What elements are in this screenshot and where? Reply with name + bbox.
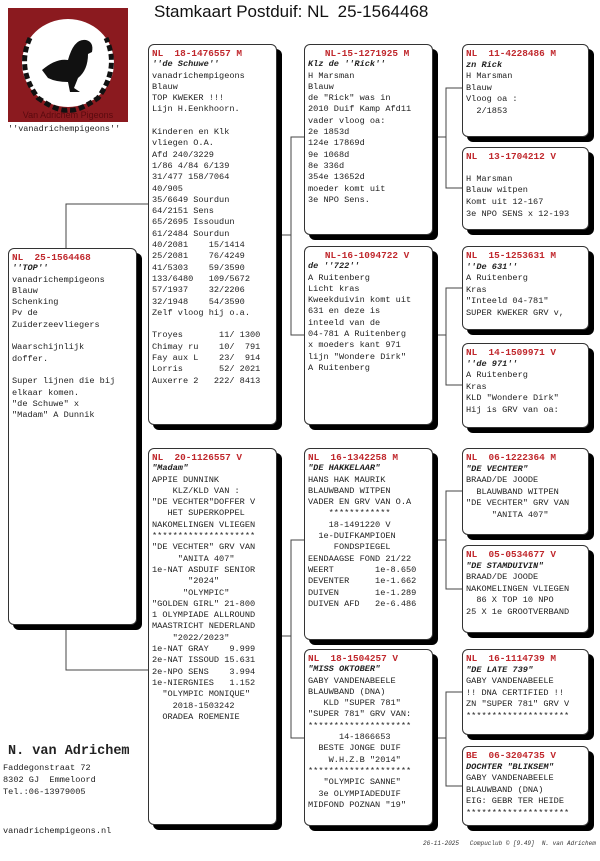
info-line: de "Rick" was in [308,93,391,104]
info-line: 57/1937 32/2206 [152,285,245,296]
ring-number: NL 14-1509971 V [466,347,557,358]
pigeon-name: DOCHTER "BLIKSEM" [466,761,554,772]
pigeon-name [466,163,585,174]
info-line: ************ [308,508,391,519]
info-line: Komt uit 12-167 [466,197,544,208]
info-line: H Marsman [466,71,513,82]
info-line: 354e 13652d [308,172,365,183]
info-line: x moeders kant 971 [308,340,401,351]
ring-number: NL 13-1704212 V [466,151,557,162]
info-line: 2e-NPO SENS 3.994 [152,666,256,677]
pigeon-card-father[interactable] [148,44,277,425]
ring-number: BE 06-3204735 V [466,750,557,761]
info-line: DUIVEN AFD 2e-6.486 [308,598,417,609]
info-line: 04-781 A Ruitenberg [308,329,406,340]
info-line: BESTE JONGE DUIF [308,743,401,754]
info-line: ******************** [152,531,256,542]
info-line: Waarschijnlijk [12,342,85,353]
pigeon-card-subject[interactable] [8,248,137,625]
info-line: KLD "SUPER 781" [308,698,401,709]
info-line: 1 OLYMPIADE ALLROUND [152,610,256,621]
pigeon-card-mfm[interactable] [462,545,589,633]
page-title: Stamkaart Postduif: NL 25-1564468 [154,2,429,21]
pigeon-name: ''De 631'' [466,261,518,272]
info-line: "DE VECHTER"DOFFER V [152,497,256,508]
info-line: HET SUPERKOPPEL [152,508,245,519]
pigeon-card-fmm[interactable] [462,343,589,428]
pigeon-name: zn Rick [466,59,503,70]
info-line: Schenking [12,297,59,308]
info-line: 40/905 [152,183,183,194]
info-line: GABY VANDENABEELE [466,773,554,784]
info-line [152,116,273,127]
info-line: "Madam" A Dunnik [12,410,95,421]
info-line: "ANITA 407" [466,509,549,520]
info-line [152,319,273,330]
ring-number: NL 20-1126557 V [152,452,243,463]
info-line: A Ruitenberg [466,273,528,284]
info-line: "GOLDEN GIRL" 21-800 [152,598,256,609]
info-line: KLZ/KLD VAN : [152,485,240,496]
info-line: W.H.Z.B "2014" [308,754,401,765]
info-line: APPIE DUNNINK [152,474,220,485]
info-line: 14-1866653 [308,732,391,743]
ring-number: NL 11-4228486 M [466,48,557,59]
info-line: lijn "Wondere Dirk" [308,351,406,362]
pigeon-card-mother[interactable] [148,448,277,825]
info-line: ******************** [466,807,570,818]
info-line: 2e-NAT ISSOUD 15.631 [152,655,256,666]
info-line: EENDAAGSE FOND 21/22 [308,553,412,564]
info-line: "OLYMPIC SANNE" [308,777,401,788]
ring-number: NL-16-1094722 V [308,250,410,261]
pigeon-card-ffm[interactable] [462,147,589,230]
info-line: Hij is GRV van oa: [466,404,559,415]
info-line: SUPER KWEKER GRV v, [466,307,564,318]
pigeon-card-ff[interactable] [304,44,433,235]
info-line: Zuiderzeevliegers [12,319,100,330]
footer-credits: 26-11-2025 Compuclub © [9.49] N. van Adrichem [423,840,596,847]
info-line: 31/477 158/7064 [152,172,230,183]
info-line: MIDFOND POZNAN "19" [308,799,406,810]
info-line: 2/1853 [466,105,508,116]
info-line: 631 en deze is [308,306,381,317]
info-line: BLAUWBAND WITPEN [466,486,559,497]
pigeon-name: "DE VECHTER" [466,463,528,474]
pigeon-name: "DE HAKKELAAR" [308,463,381,474]
info-line: "SUPER 781" GRV VAN: [308,709,412,720]
pigeon-card-mm[interactable] [304,649,433,826]
info-line: 65/2695 Issoudun [152,217,235,228]
info-line: Afd 240/3229 [152,149,214,160]
info-line: TOP KWEKER !!! [152,93,225,104]
info-line: "OLYMPIC" [152,587,230,598]
info-line: Kras [466,284,487,295]
info-line [12,331,133,342]
info-line: "Inteeld 04-781" [466,296,549,307]
pigeon-card-fmf[interactable] [462,246,589,330]
info-line: moeder komt uit [308,183,386,194]
owner-city: 8302 GJ Emmeloord [3,775,96,785]
info-line: 3e NPO SENS x 12-193 [466,208,570,219]
info-line: Kinderen en Klk [152,127,230,138]
ring-number: NL 18-1476557 M [152,48,243,59]
info-line: Auxerre 2 222/ 8413 [152,375,261,386]
info-line: A Ruitenberg [308,362,370,373]
info-line: ZN "SUPER 781" GRV V [466,699,570,710]
info-line: Licht kras [308,283,360,294]
info-line: Chimay ru 10/ 791 [152,341,261,352]
info-line: ******************** [466,710,570,721]
pigeon-card-mf[interactable] [304,448,433,640]
pigeon-name: ''TOP'' [12,263,49,274]
info-line: Blauw [12,285,38,296]
info-line: 9e 1068d [308,149,350,160]
info-line: Kweekduivin komt uit [308,295,412,306]
info-line: ******************** [308,720,412,731]
info-line: ORADEA ROEMENIE [152,711,240,722]
info-line: Kras [466,381,487,392]
info-line: GABY VANDENABEELE [308,675,396,686]
info-line: HANS HAK MAURIK [308,474,386,485]
owner-website[interactable]: vanadrichempigeons.nl [3,826,112,836]
ring-number: NL 15-1253631 M [466,250,557,261]
info-line: 86 X TOP 10 NPO [466,595,554,606]
logo-caption: ''vanadrichempigeons'' [8,124,121,134]
pigeon-card-mff[interactable] [462,448,589,535]
pigeon-name: "MISS OKTOBER" [308,664,381,675]
ring-number: NL 16-1114739 M [466,653,557,664]
info-line: vanadrichempigeons [152,70,245,81]
pigeon-card-fm[interactable] [304,246,433,425]
info-line: 8e 336d [308,160,345,171]
info-line: vader vloog oa: [308,115,386,126]
owner-street: Faddegonstraat 72 [3,763,91,773]
info-line: 35/6649 Sourdun [152,194,230,205]
ring-number: NL 16-1342258 M [308,452,399,463]
info-line: 61/2484 Sourdun [152,228,230,239]
info-line: 2018-1503242 [152,700,235,711]
info-line: WEERT 1e-8.650 [308,564,417,575]
info-line: "ANITA 407" [152,553,235,564]
pigeon-name: "DE STAMDUIVIN" [466,560,544,571]
info-line: Blauw [152,81,178,92]
info-line: "2024" [152,576,220,587]
pigeon-name: "DE LATE 739" [466,664,534,675]
info-line: vanadrichempigeons [12,274,105,285]
info-line: ******************** [308,765,412,776]
info-line: 133/6480 109/5672 [152,273,250,284]
info-line: 2010 Duif Kamp Afd11 [308,104,412,115]
info-line: FONDSPIEGEL [308,542,391,553]
info-line: "DE VECHTER" GRV VAN [152,542,256,553]
pigeon-card-mmf[interactable] [462,649,589,735]
ring-number: NL 05-0534677 V [466,549,557,560]
pigeon-card-fff[interactable] [462,44,589,137]
info-line: BRAAD/DE JOODE [466,572,539,583]
info-line: Lorris 52/ 2021 [152,364,261,375]
info-line: Blauw [466,82,492,93]
info-line: BLAUWBAND (DNA) [308,686,386,697]
info-line: "2022/2023" [152,632,230,643]
info-line: A Ruitenberg [466,370,528,381]
info-line: inteeld van de [308,317,381,328]
info-line: 1/86 4/84 6/139 [152,160,230,171]
info-line: 1e-NIERGNIES 1.152 [152,677,256,688]
info-line: 1e-NAT GRAY 9.999 [152,644,256,655]
info-line: !! DNA CERTIFIED !! [466,687,564,698]
info-line: elkaar komen. [12,387,80,398]
info-line: "OLYMPIC MONIQUE" [152,689,250,700]
info-line: 40/2081 15/1414 [152,240,245,251]
pigeon-name: de ''722'' [308,261,360,272]
info-line: Pv de [12,308,38,319]
info-line: "de Schuwe" x [12,398,80,409]
info-line: EIG: GEBR TER HEIDE [466,796,564,807]
info-line: 41/5303 59/3590 [152,262,245,273]
info-line: 1e-DUIFKAMPIOEN [308,531,396,542]
info-line: 2e 1853d [308,127,350,138]
info-line: DUIVEN 1e-1.289 [308,587,417,598]
info-line: 3e OLYMPIADEDUIF [308,788,401,799]
info-line: 25/2081 76/4249 [152,251,245,262]
info-line: DEVENTER 1e-1.662 [308,576,417,587]
info-line: KLD "Wondere Dirk" [466,393,559,404]
info-line: Lijn H.Eenkhoorn. [152,104,240,115]
info-line: 1e-NAT ASDUIF SENIOR [152,564,256,575]
pigeon-name: "Madam" [152,463,189,474]
info-line: 124e 17869d [308,138,365,149]
pigeon-name: Klz de ''Rick'' [308,59,386,70]
pigeon-card-mmm[interactable] [462,746,589,826]
info-line: A Ruitenberg [308,272,370,283]
info-line: Blauw witpen [466,185,528,196]
info-line: NAKOMELINGEN VLIEGEN [466,583,570,594]
owner-name: N. van Adrichem [8,744,130,759]
info-line: MAASTRICHT NEDERLAND [152,621,256,632]
logo-text: Van Adrichem Pigeons [22,110,114,120]
pigeon-name: ''de 971'' [466,358,518,369]
info-line: Zelf vloog hij o.a. [152,307,250,318]
info-line: Troyes 11/ 1300 [152,330,261,341]
info-line: GABY VANDENABEELE [466,676,554,687]
ring-number: NL-15-1271925 M [308,48,410,59]
info-line: H Marsman [466,173,513,184]
pigeon-name: ''de Schuwe'' [152,59,220,70]
info-line: H Marsman [308,70,355,81]
info-line: vliegen O.A. [152,138,214,149]
info-line: doffer. [12,353,49,364]
info-line: NAKOMELINGEN VLIEGEN [152,519,256,530]
owner-phone: Tel.:06-13979005 [3,787,86,797]
info-line: Fay aux L 23/ 914 [152,353,261,364]
info-line: 32/1948 54/3590 [152,296,245,307]
info-line: 3e NPO Sens. [308,194,370,205]
ring-number: NL 18-1504257 V [308,653,399,664]
info-line: Blauw [308,81,334,92]
info-line [12,365,133,376]
info-line: 18-1491220 V [308,519,391,530]
info-line: BLAUWBAND (DNA) [466,784,544,795]
info-line: BRAAD/DE JOODE [466,475,539,486]
info-line: Vloog oa : [466,94,518,105]
ring-number: NL 25-1564468 [12,252,91,263]
info-line: Super lijnen die bij [12,376,116,387]
info-line: 25 X 1e GROOTVERBAND [466,606,570,617]
info-line: 64/2151 Sens [152,206,214,217]
info-line: "DE VECHTER" GRV VAN [466,498,570,509]
info-line: BLAUWBAND WITPEN [308,485,391,496]
ring-number: NL 06-1222364 M [466,452,557,463]
info-line: VADER EN GRV VAN O.A [308,497,412,508]
